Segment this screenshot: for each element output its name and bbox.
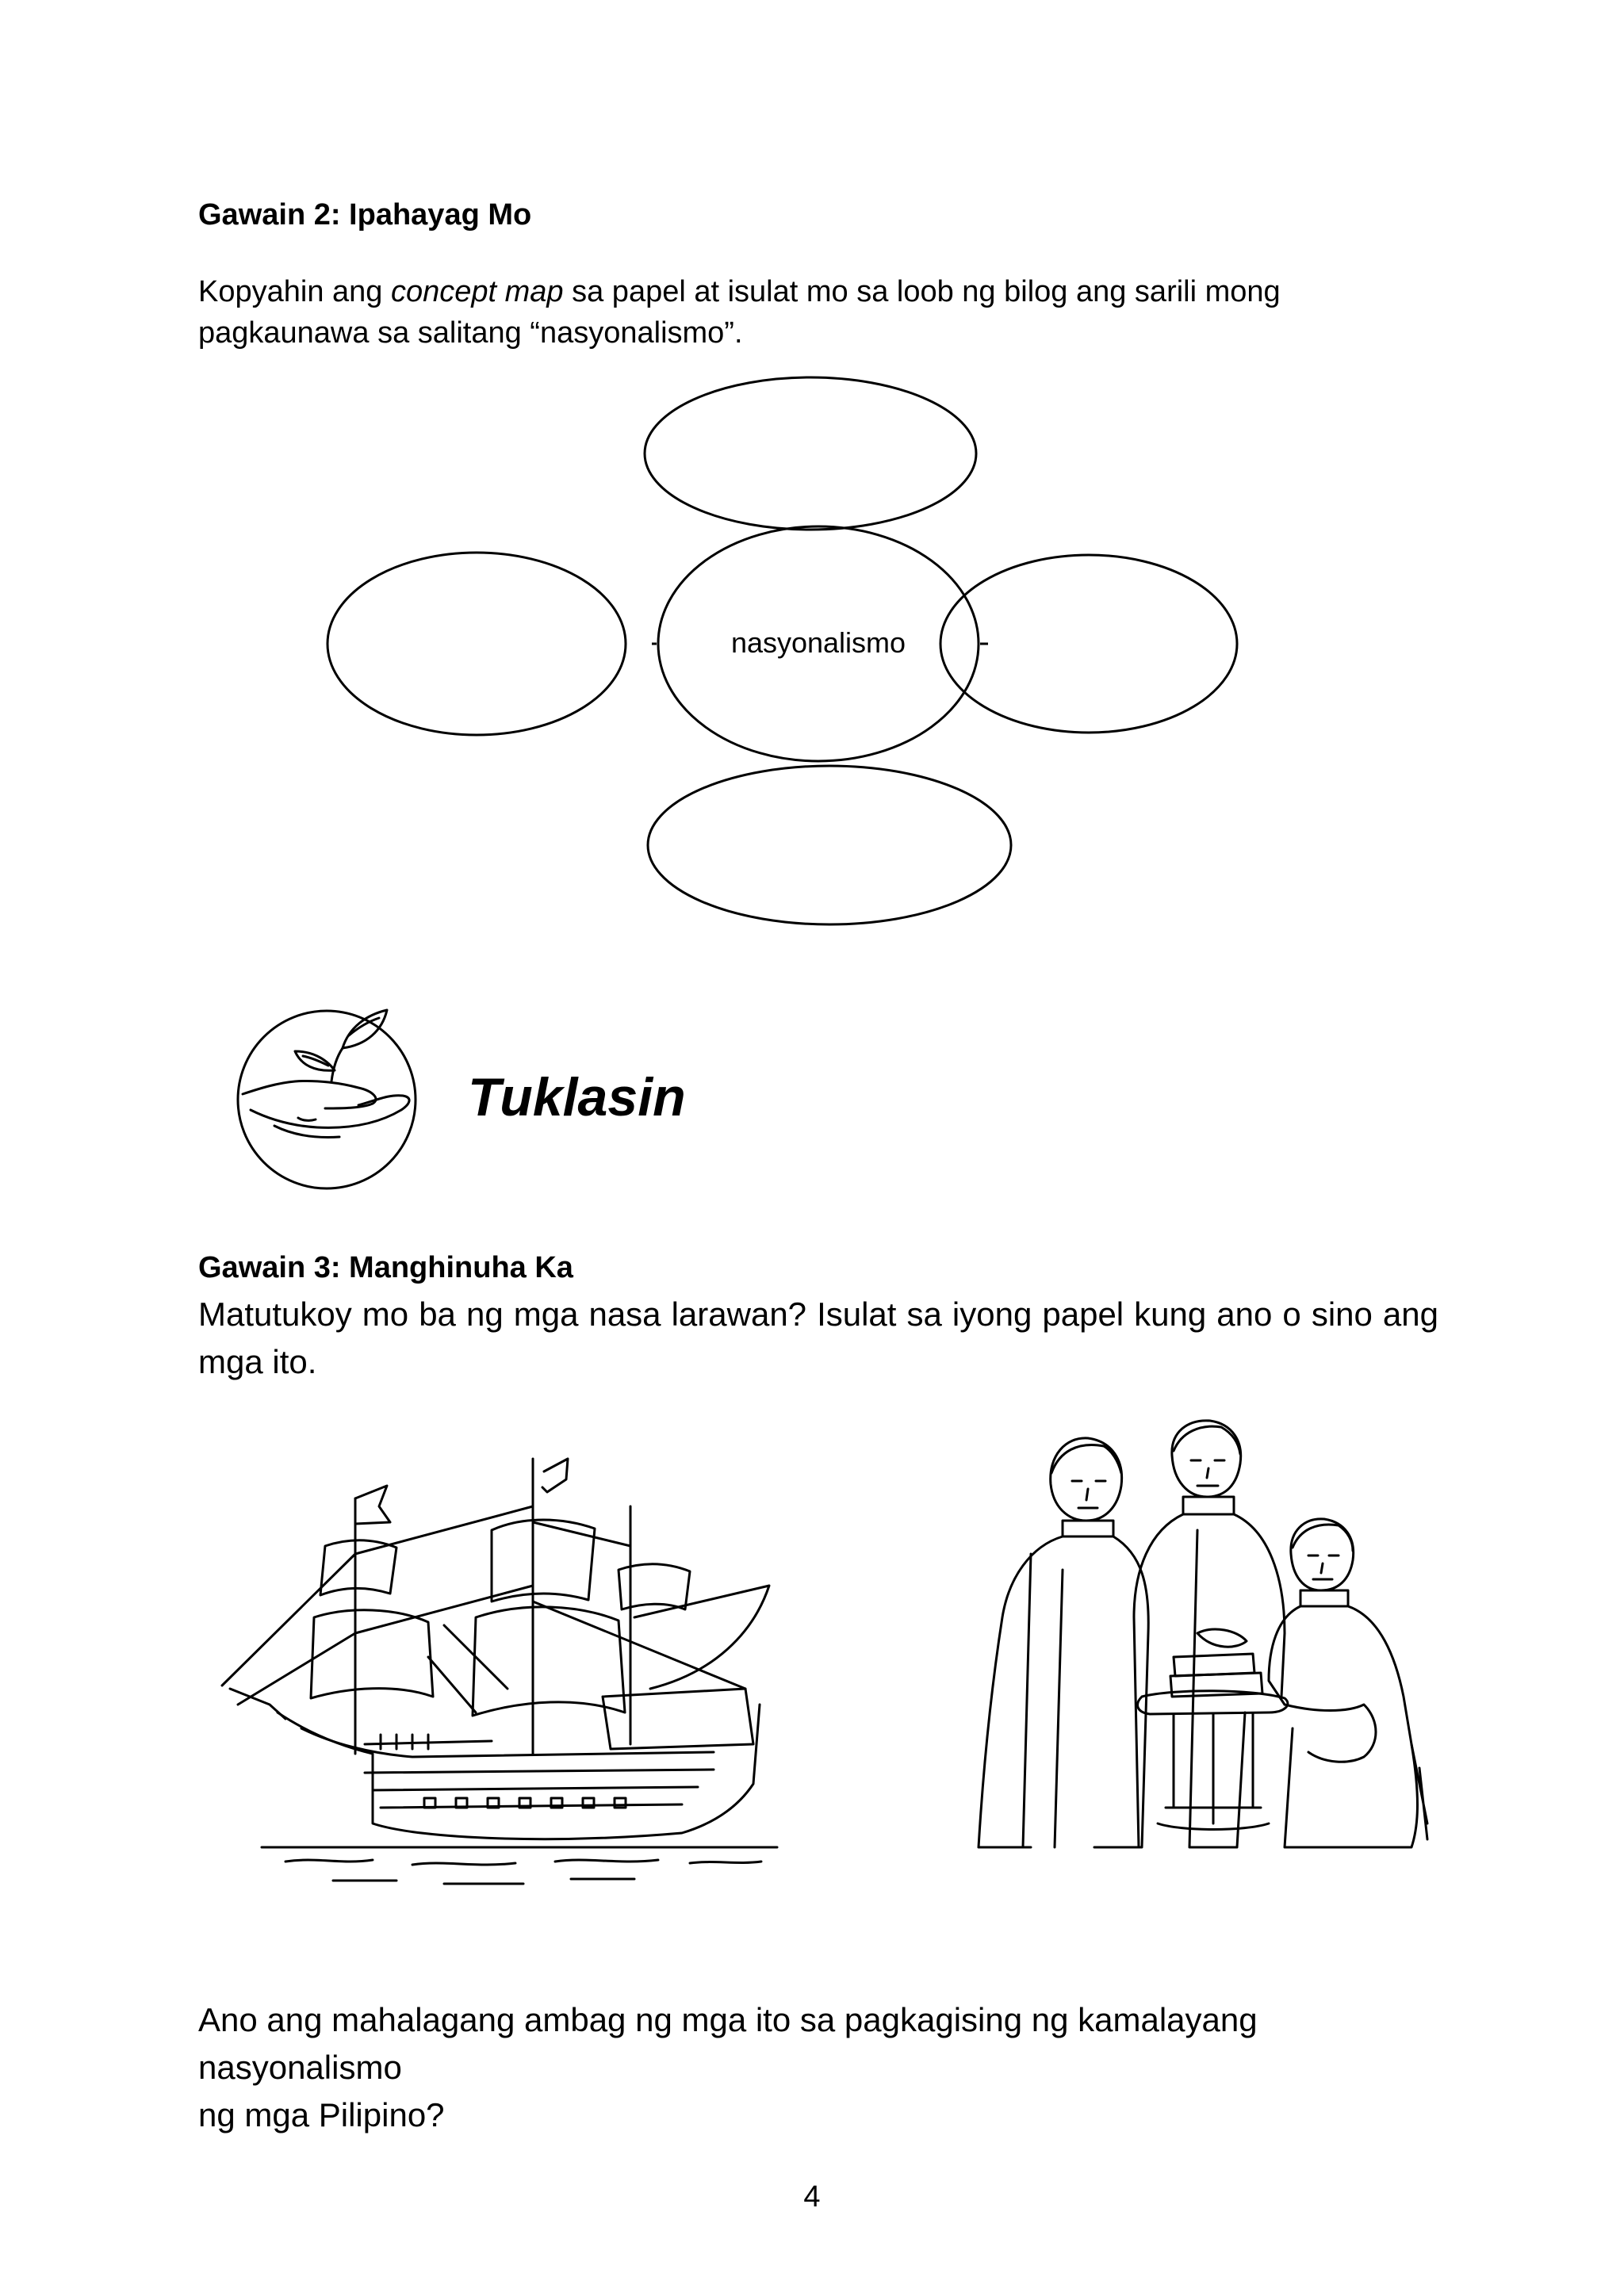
bubble-right xyxy=(940,555,1237,733)
concept-map-center-label: nasyonalismo xyxy=(730,626,906,659)
activity2-instruction xyxy=(198,271,1435,354)
instruction-text-emphasis: concept map xyxy=(390,275,564,308)
bubble-top xyxy=(645,377,976,530)
question-line1: Ano ang mahalagang ambag ng mga ito sa pagkagising ng kamalayang nasyonalismo xyxy=(198,2001,1258,2086)
section-title: Tuklasin xyxy=(468,1067,686,1127)
instruction-text-pre: Kopyahin ang xyxy=(198,275,391,308)
question-line2: ng mga Pilipino? xyxy=(198,2096,445,2133)
activity3-instruction xyxy=(198,1291,1438,1386)
question xyxy=(198,1996,1443,2139)
instruction-text-line2: pagkaunawa sa salitang “nasyonalismo”. xyxy=(198,316,743,350)
activity2-heading: Gawain 2: Ipahayag Mo xyxy=(198,198,532,232)
instruction-text-post: sa papel at isulat mo sa loob ng bilog ang sarili mong xyxy=(563,275,1281,308)
bubble-left xyxy=(327,553,626,735)
activity3-heading: Gawain 3: Manghinuha Ka xyxy=(198,1251,573,1284)
page-number: 4 xyxy=(803,2180,821,2214)
activity3-instruction-line2: mga ito. xyxy=(198,1343,317,1380)
activity3-instruction-line1: Matutukoy mo ba ng mga nasa larawan? Isulat sa iyong papel kung ano o sino ang xyxy=(198,1295,1438,1333)
bubble-bottom xyxy=(648,766,1011,924)
